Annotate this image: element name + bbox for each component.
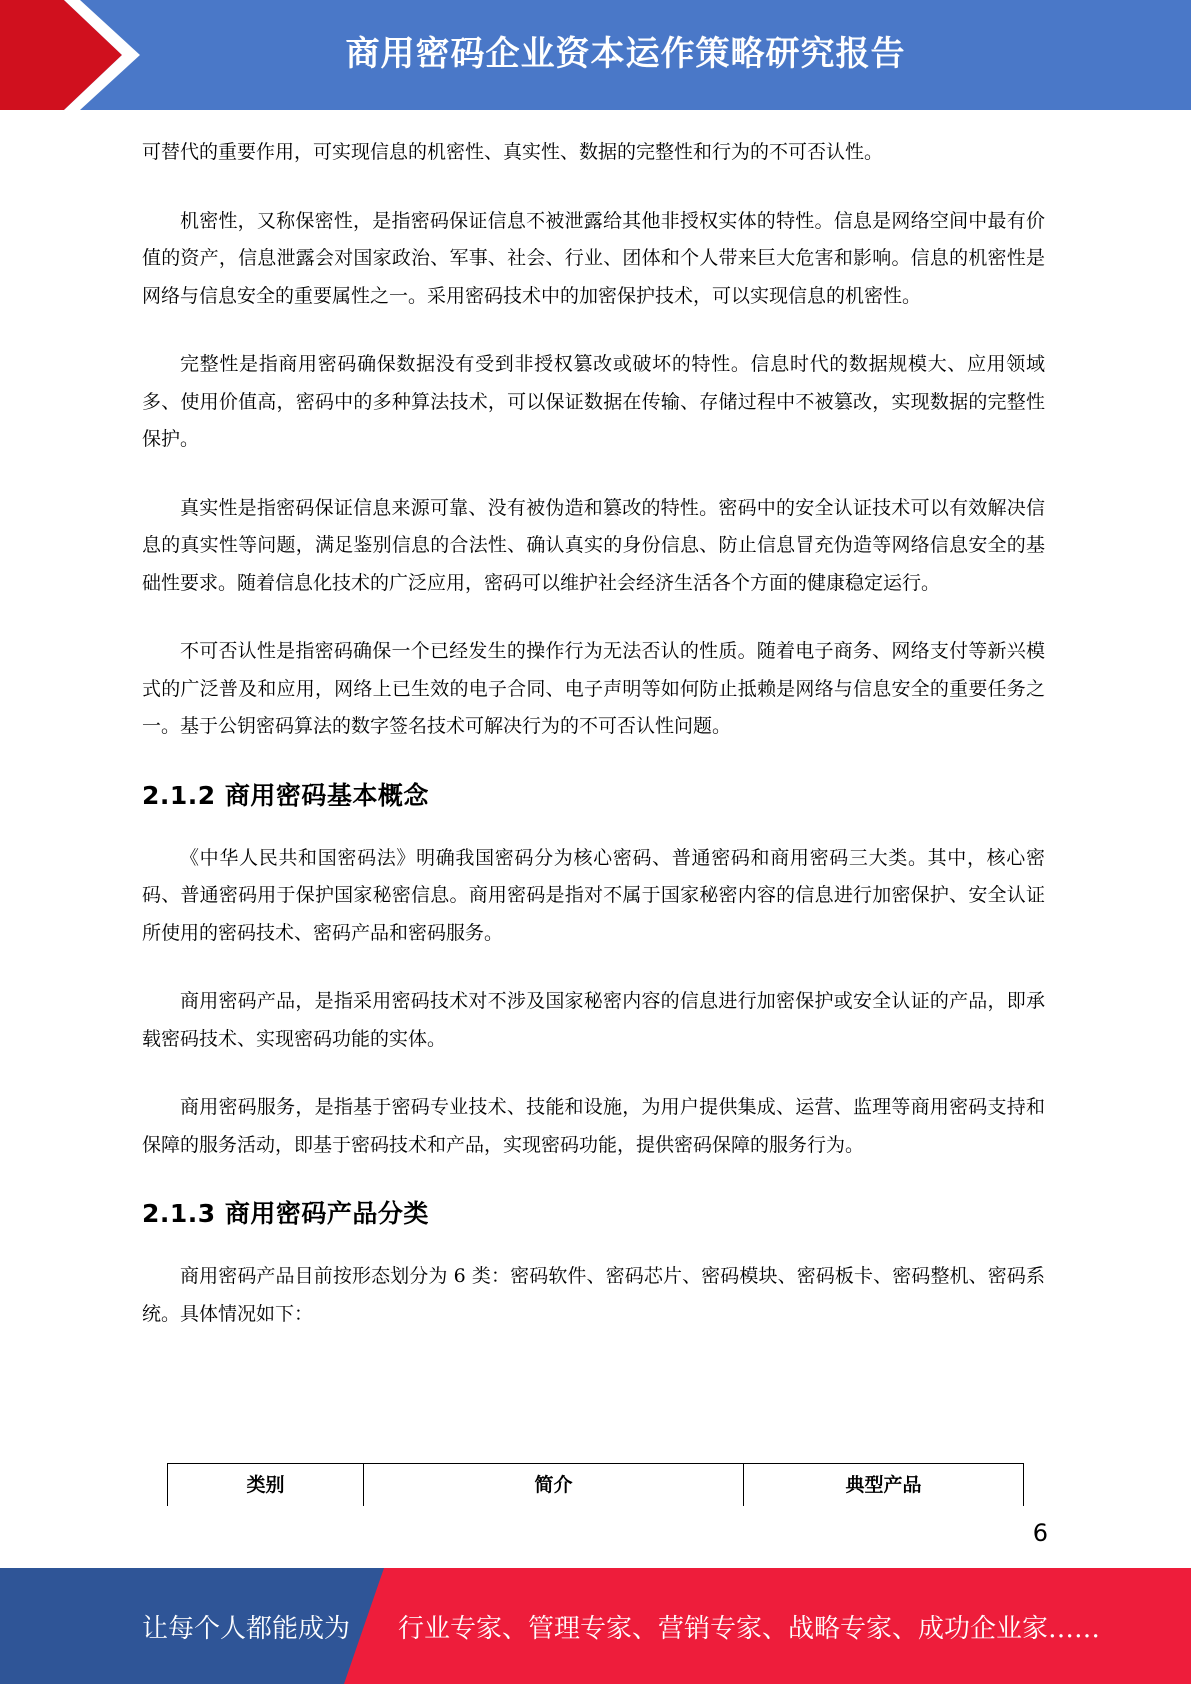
report-title: 商用密码企业资本运作策略研究报告	[345, 34, 906, 74]
product-category-table	[167, 1463, 1024, 1506]
paragraph: 商用密码服务，是指基于密码专业技术、技能和设施，为用户提供集成、运营、监理等商用密码支持和保障的服务活动，即基于密码技术和产品，实现密码功能，提供密码保障的服务行为。	[142, 1096, 1045, 1156]
paragraph: 不可否认性是指密码确保一个已经发生的操作行为无法否认的性质。随着电子商务、网络支付等新兴模式的广泛普及和应用，网络上已生效的电子合同、电子声明等如何防止抵赖是网络与信息安全的重要任务之一。基于公钥密码算法的数字签名技术可解决行为的不可否认性问题。	[142, 640, 1045, 737]
table-header-category: 类别	[167, 1464, 363, 1506]
paragraph: 商用密码产品目前按形态划分为 6 类：密码软件、密码芯片、密码模块、密码板卡、密码整机、密码系统。具体情况如下：	[142, 1265, 1045, 1325]
paragraph: 机密性，又称保密性，是指密码保证信息不被泄露给其他非授权实体的特性。信息是网络空间中最有价值的资产，信息泄露会对国家政治、军事、社会、行业、团体和个人带来巨大危害和影响。信息的机密性是网络与信息安全的重要属性之一。采用密码技术中的加密保护技术，可以实现信息的机密性。	[142, 209, 1045, 307]
paragraph: 可替代的重要作用，可实现信息的机密性、真实性、数据的完整性和行为的不可否认性。	[142, 141, 884, 163]
footer-slogan-right: 行业专家、管理专家、营销专家、战略专家、成功企业家……	[398, 1614, 1101, 1644]
paragraph: 真实性是指密码保证信息来源可靠、没有被伪造和篡改的特性。密码中的安全认证技术可以有效解决信息的真实性等问题，满足鉴别信息的合法性、确认真实的身份信息、防止信息冒充伪造等网络信息安全的基础性要求。随着信息化技术的广泛应用，密码可以维护社会经济生活各个方面的健康稳定运行。	[142, 496, 1045, 594]
paragraph: 《中华人民共和国密码法》明确我国密码分为核心密码、普通密码和商用密码三大类。其中，核心密码、普通密码用于保护国家秘密信息。商用密码是指对不属于国家秘密内容的信息进行加密保护、安全认证所使用的密码技术、密码产品和密码服务。	[142, 846, 1045, 944]
paragraph: 商用密码产品，是指采用密码技术对不涉及国家秘密内容的信息进行加密保护或安全认证的产品，即承载密码技术、实现密码功能的实体。	[142, 990, 1045, 1050]
page-header	[0, 0, 1191, 110]
footer-slogan-left: 让每个人都能成为	[142, 1614, 351, 1644]
table-header-description: 简介	[363, 1464, 743, 1506]
table-header-typical-products: 典型产品	[743, 1464, 1024, 1506]
section-heading: 2.1.2 商用密码基本概念	[142, 780, 429, 810]
section-heading: 2.1.3 商用密码产品分类	[142, 1199, 429, 1228]
header-chevron-icon	[0, 0, 150, 110]
document-body	[142, 134, 1045, 1364]
page-number: 6	[1032, 1519, 1048, 1547]
page-footer	[0, 1568, 1191, 1684]
paragraph: 完整性是指商用密码确保数据没有受到非授权篡改或破坏的特性。信息时代的数据规模大、应用领域多、使用价值高，密码中的多种算法技术，可以保证数据在传输、存储过程中不被篡改，实现数据的完整性保护。	[142, 353, 1045, 450]
